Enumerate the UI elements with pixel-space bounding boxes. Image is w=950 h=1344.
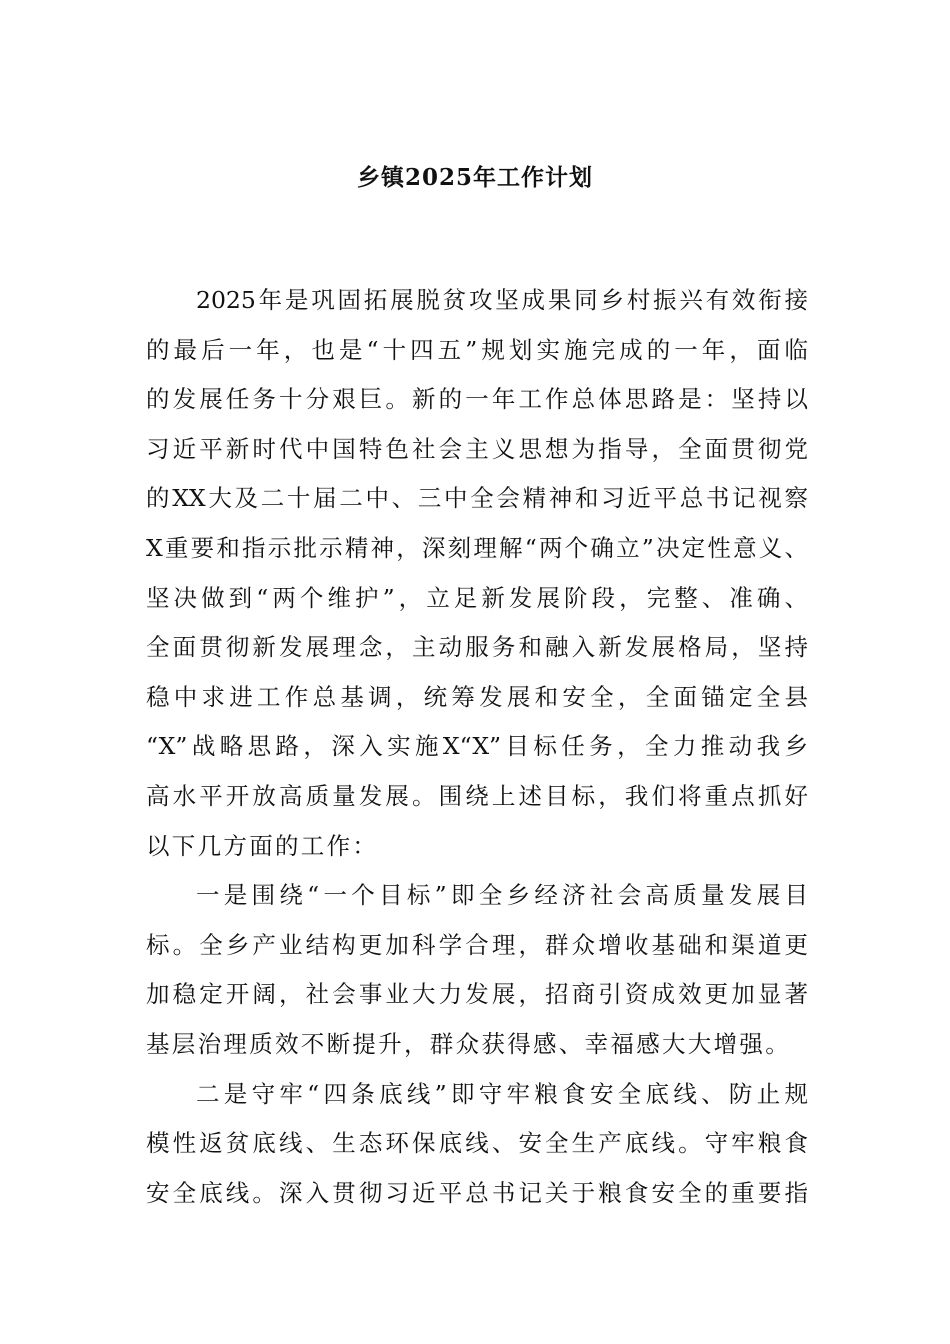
text-line: 二是守牢“四条底线”即守牢粮食安全底线、防止规 xyxy=(196,1079,808,1108)
text-line: 稳中求进工作总基调，统筹发展和安全，全面锚定全县 xyxy=(146,682,808,711)
text-line: 2025年是巩固拓展脱贫攻坚成果同乡村振兴有效衔接 xyxy=(196,286,808,314)
text-line: 加稳定开阔，社会事业大力发展，招商引资成效更加显著 xyxy=(146,980,808,1009)
text-line: 基层治理质效不断提升，群众获得感、幸福感大大增强。 xyxy=(146,1029,791,1058)
text-line: 高水平开放高质量发展。围绕上述目标，我们将重点抓好 xyxy=(146,781,808,810)
text-line: 的最后一年，也是“十四五”规划实施完成的一年，面临 xyxy=(146,335,808,364)
text-line: 坚决做到“两个维护”，立足新发展阶段，完整、准确、 xyxy=(146,583,808,612)
document-title: 乡镇2025年工作计划 xyxy=(356,164,593,191)
text-line: 习近平新时代中国特色社会主义思想为指导，全面贯彻党 xyxy=(146,434,808,463)
text-line: 以下几方面的工作： xyxy=(146,831,379,860)
text-line: 标。全乡产业结构更加科学合理，群众增收基础和渠道更 xyxy=(146,930,808,959)
text-line: 安全底线。深入贯彻习近平总书记关于粮食安全的重要指 xyxy=(146,1178,808,1207)
text-line: 一是围绕“一个目标”即全乡经济社会高质量发展目 xyxy=(196,881,808,910)
text-line: X重要和指示批示精神，深刻理解“两个确立”决定性意义、 xyxy=(146,533,808,562)
text-line: “X”战略思路，深入实施X“X”目标任务，全力推动我乡 xyxy=(146,732,808,761)
text-line: 的发展任务十分艰巨。新的一年工作总体思路是：坚持以 xyxy=(146,385,808,414)
text-line: 的XX大及二十届二中、三中全会精神和习近平总书记视察 xyxy=(146,484,808,513)
document-body xyxy=(146,276,808,1218)
text-line: 模性返贫底线、生态环保底线、安全生产底线。守牢粮食 xyxy=(146,1129,808,1158)
text-line: 全面贯彻新发展理念，主动服务和融入新发展格局，坚持 xyxy=(146,633,808,662)
